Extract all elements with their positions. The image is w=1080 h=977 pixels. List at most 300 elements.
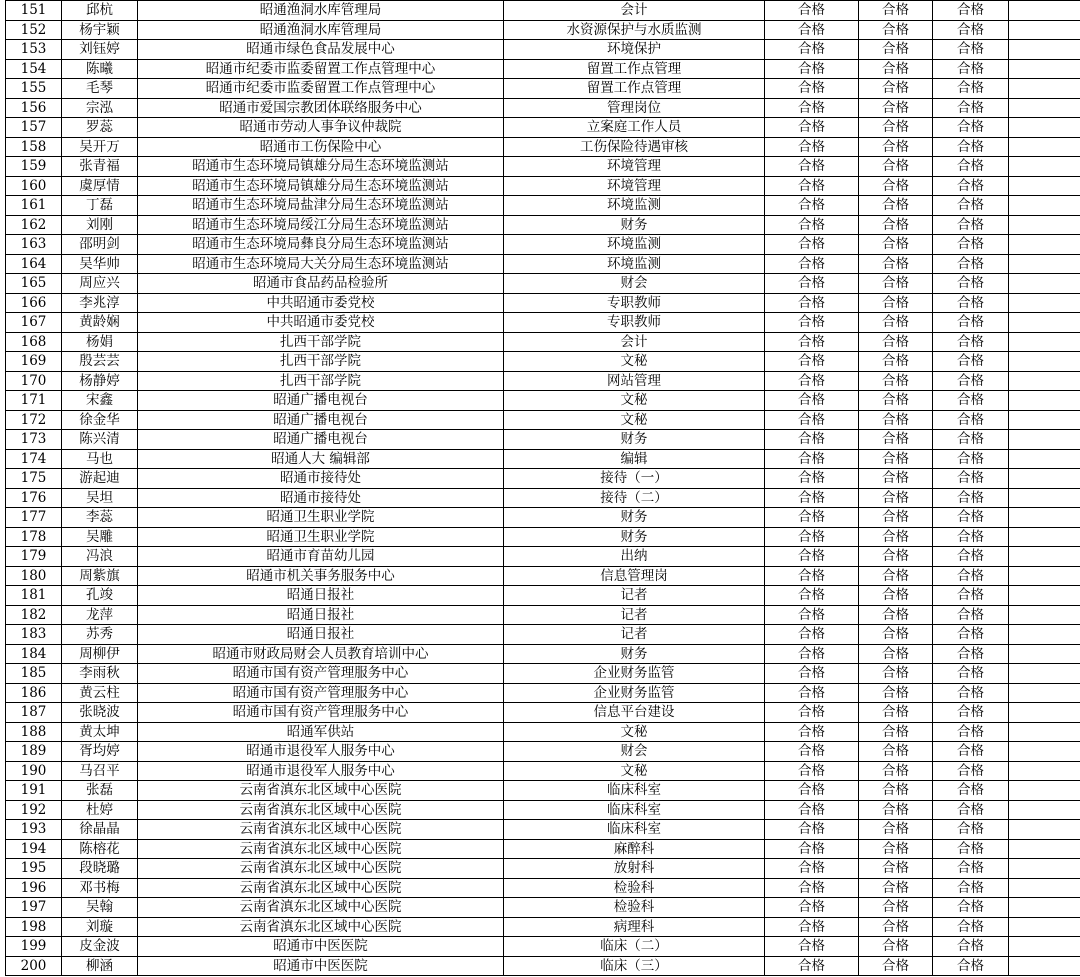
empty-cell [1009,215,1080,235]
result-3-cell: 合格 [933,761,1009,781]
table-row [6,157,1080,177]
name-cell: 吴开万 [62,137,138,157]
name-cell: 马也 [62,449,138,469]
result-1-cell: 合格 [765,157,859,177]
table-row [6,605,1080,625]
result-3-cell: 合格 [933,430,1009,450]
position-cell: 水资源保护与水质监测 [504,20,765,40]
result-3-cell: 合格 [933,410,1009,430]
row-number-cell: 160 [6,176,62,196]
table-row [6,371,1080,391]
row-number-cell: 187 [6,703,62,723]
result-2-cell: 合格 [859,293,933,313]
result-2-cell: 合格 [859,761,933,781]
result-3-cell: 合格 [933,59,1009,79]
result-3-cell: 合格 [933,98,1009,118]
result-1-cell: 合格 [765,683,859,703]
position-cell: 病理科 [504,917,765,937]
position-cell: 环境管理 [504,176,765,196]
unit-cell: 昭通市食品药品检验所 [138,274,504,294]
unit-cell: 昭通市纪委市监委留置工作点管理中心 [138,79,504,99]
result-1-cell: 合格 [765,40,859,60]
result-2-cell: 合格 [859,800,933,820]
table-row [6,956,1080,976]
result-2-cell: 合格 [859,664,933,684]
table-row [6,839,1080,859]
row-number-cell: 194 [6,839,62,859]
empty-cell [1009,800,1080,820]
name-cell: 陈曦 [62,59,138,79]
table-row [6,235,1080,255]
position-cell: 企业财务监管 [504,683,765,703]
row-number-cell: 182 [6,605,62,625]
table-row [6,820,1080,840]
table-row [6,215,1080,235]
unit-cell: 昭通市育苗幼儿园 [138,547,504,567]
result-3-cell: 合格 [933,644,1009,664]
name-cell: 殷芸芸 [62,352,138,372]
empty-cell [1009,586,1080,606]
position-cell: 财务 [504,430,765,450]
result-3-cell: 合格 [933,488,1009,508]
result-3-cell: 合格 [933,313,1009,333]
unit-cell: 云南省滇东北区域中心医院 [138,781,504,801]
position-cell: 财会 [504,742,765,762]
empty-cell [1009,40,1080,60]
row-number-cell: 189 [6,742,62,762]
row-number-cell: 151 [6,1,62,21]
position-cell: 工伤保险待遇审核 [504,137,765,157]
unit-cell: 昭通市国有资产管理服务中心 [138,683,504,703]
position-cell: 会计 [504,332,765,352]
result-1-cell: 合格 [765,391,859,411]
unit-cell: 中共昭通市委党校 [138,293,504,313]
results-table [5,0,1080,976]
result-2-cell: 合格 [859,898,933,918]
table-row [6,1,1080,21]
table-row [6,937,1080,957]
unit-cell: 昭通渔洞水库管理局 [138,20,504,40]
unit-cell: 云南省滇东北区域中心医院 [138,800,504,820]
result-2-cell: 合格 [859,742,933,762]
name-cell: 周紫旗 [62,566,138,586]
result-3-cell: 合格 [933,683,1009,703]
row-number-cell: 162 [6,215,62,235]
result-3-cell: 合格 [933,898,1009,918]
unit-cell: 昭通卫生职业学院 [138,527,504,547]
table-row [6,547,1080,567]
unit-cell: 昭通日报社 [138,625,504,645]
result-2-cell: 合格 [859,605,933,625]
position-cell: 留置工作点管理 [504,59,765,79]
table-row [6,118,1080,138]
table-row [6,917,1080,937]
empty-cell [1009,176,1080,196]
empty-cell [1009,274,1080,294]
table-row [6,703,1080,723]
empty-cell [1009,839,1080,859]
empty-cell [1009,547,1080,567]
result-2-cell: 合格 [859,781,933,801]
position-cell: 放射科 [504,859,765,879]
position-cell: 环境监测 [504,235,765,255]
result-3-cell: 合格 [933,274,1009,294]
result-3-cell: 合格 [933,703,1009,723]
result-2-cell: 合格 [859,527,933,547]
result-3-cell: 合格 [933,566,1009,586]
table-row [6,137,1080,157]
result-1-cell: 合格 [765,703,859,723]
name-cell: 刘钰婷 [62,40,138,60]
result-1-cell: 合格 [765,878,859,898]
result-1-cell: 合格 [765,820,859,840]
position-cell: 记者 [504,625,765,645]
row-number-cell: 193 [6,820,62,840]
unit-cell: 昭通市机关事务服务中心 [138,566,504,586]
result-2-cell: 合格 [859,98,933,118]
unit-cell: 昭通广播电视台 [138,410,504,430]
row-number-cell: 192 [6,800,62,820]
empty-cell [1009,488,1080,508]
position-cell: 环境监测 [504,196,765,216]
result-1-cell: 合格 [765,98,859,118]
position-cell: 文秘 [504,352,765,372]
result-1-cell: 合格 [765,1,859,21]
empty-cell [1009,371,1080,391]
table-row [6,98,1080,118]
table-row [6,352,1080,372]
result-1-cell: 合格 [765,118,859,138]
empty-cell [1009,410,1080,430]
empty-cell [1009,118,1080,138]
name-cell: 周柳伊 [62,644,138,664]
row-number-cell: 199 [6,937,62,957]
name-cell: 刘刚 [62,215,138,235]
name-cell: 邱杭 [62,1,138,21]
table-row [6,586,1080,606]
unit-cell: 昭通渔洞水库管理局 [138,1,504,21]
result-3-cell: 合格 [933,605,1009,625]
result-3-cell: 合格 [933,391,1009,411]
unit-cell: 昭通市中医医院 [138,937,504,957]
result-1-cell: 合格 [765,410,859,430]
name-cell: 虞厚情 [62,176,138,196]
unit-cell: 昭通市退役军人服务中心 [138,742,504,762]
result-1-cell: 合格 [765,59,859,79]
result-1-cell: 合格 [765,644,859,664]
empty-cell [1009,683,1080,703]
position-cell: 文秘 [504,391,765,411]
result-2-cell: 合格 [859,859,933,879]
result-3-cell: 合格 [933,352,1009,372]
row-number-cell: 185 [6,664,62,684]
result-2-cell: 合格 [859,722,933,742]
row-number-cell: 180 [6,566,62,586]
result-3-cell: 合格 [933,1,1009,21]
empty-cell [1009,722,1080,742]
result-2-cell: 合格 [859,508,933,528]
row-number-cell: 157 [6,118,62,138]
result-2-cell: 合格 [859,449,933,469]
table-row [6,40,1080,60]
table-row [6,332,1080,352]
result-1-cell: 合格 [765,508,859,528]
position-cell: 环境管理 [504,157,765,177]
result-3-cell: 合格 [933,79,1009,99]
position-cell: 信息平台建设 [504,703,765,723]
result-3-cell: 合格 [933,196,1009,216]
name-cell: 孔竣 [62,586,138,606]
result-2-cell: 合格 [859,937,933,957]
name-cell: 吴雕 [62,527,138,547]
unit-cell: 昭通市国有资产管理服务中心 [138,703,504,723]
unit-cell: 昭通市纪委市监委留置工作点管理中心 [138,59,504,79]
table-row [6,430,1080,450]
result-3-cell: 合格 [933,508,1009,528]
result-2-cell: 合格 [859,488,933,508]
result-1-cell: 合格 [765,781,859,801]
empty-cell [1009,98,1080,118]
result-2-cell: 合格 [859,1,933,21]
name-cell: 黄太坤 [62,722,138,742]
name-cell: 陈兴清 [62,430,138,450]
result-3-cell: 合格 [933,722,1009,742]
empty-cell [1009,820,1080,840]
result-3-cell: 合格 [933,859,1009,879]
empty-cell [1009,508,1080,528]
result-3-cell: 合格 [933,781,1009,801]
name-cell: 陈榕花 [62,839,138,859]
unit-cell: 昭通广播电视台 [138,391,504,411]
result-3-cell: 合格 [933,527,1009,547]
result-1-cell: 合格 [765,761,859,781]
result-2-cell: 合格 [859,254,933,274]
position-cell: 财会 [504,274,765,294]
result-1-cell: 合格 [765,917,859,937]
result-2-cell: 合格 [859,917,933,937]
unit-cell: 云南省滇东北区域中心医院 [138,820,504,840]
result-3-cell: 合格 [933,235,1009,255]
result-1-cell: 合格 [765,625,859,645]
row-number-cell: 155 [6,79,62,99]
result-3-cell: 合格 [933,586,1009,606]
position-cell: 临床科室 [504,781,765,801]
row-number-cell: 191 [6,781,62,801]
result-2-cell: 合格 [859,469,933,489]
table-row [6,781,1080,801]
empty-cell [1009,137,1080,157]
name-cell: 皮金波 [62,937,138,957]
empty-cell [1009,79,1080,99]
table-row [6,527,1080,547]
position-cell: 临床科室 [504,820,765,840]
position-cell: 网站管理 [504,371,765,391]
position-cell: 管理岗位 [504,98,765,118]
table-row [6,20,1080,40]
result-1-cell: 合格 [765,859,859,879]
unit-cell: 云南省滇东北区域中心医院 [138,917,504,937]
name-cell: 邵明剑 [62,235,138,255]
result-1-cell: 合格 [765,664,859,684]
result-3-cell: 合格 [933,332,1009,352]
result-3-cell: 合格 [933,547,1009,567]
result-2-cell: 合格 [859,40,933,60]
result-2-cell: 合格 [859,176,933,196]
row-number-cell: 178 [6,527,62,547]
empty-cell [1009,664,1080,684]
empty-cell [1009,430,1080,450]
result-3-cell: 合格 [933,176,1009,196]
result-1-cell: 合格 [765,176,859,196]
empty-cell [1009,254,1080,274]
row-number-cell: 166 [6,293,62,313]
unit-cell: 昭通市财政局财会人员教育培训中心 [138,644,504,664]
result-2-cell: 合格 [859,118,933,138]
row-number-cell: 172 [6,410,62,430]
row-number-cell: 168 [6,332,62,352]
table-row [6,878,1080,898]
name-cell: 宋鑫 [62,391,138,411]
table-row [6,469,1080,489]
result-3-cell: 合格 [933,800,1009,820]
table-row [6,722,1080,742]
name-cell: 宗泓 [62,98,138,118]
result-2-cell: 合格 [859,430,933,450]
result-2-cell: 合格 [859,683,933,703]
row-number-cell: 167 [6,313,62,333]
name-cell: 邓书梅 [62,878,138,898]
result-3-cell: 合格 [933,449,1009,469]
empty-cell [1009,566,1080,586]
unit-cell: 昭通市绿色食品发展中心 [138,40,504,60]
position-cell: 财务 [504,527,765,547]
result-3-cell: 合格 [933,215,1009,235]
unit-cell: 昭通市劳动人事争议仲裁院 [138,118,504,138]
position-cell: 临床（三） [504,956,765,976]
result-2-cell: 合格 [859,820,933,840]
empty-cell [1009,761,1080,781]
name-cell: 吴坦 [62,488,138,508]
row-number-cell: 177 [6,508,62,528]
name-cell: 胥均婷 [62,742,138,762]
result-1-cell: 合格 [765,293,859,313]
empty-cell [1009,313,1080,333]
result-3-cell: 合格 [933,137,1009,157]
name-cell: 张晓波 [62,703,138,723]
result-1-cell: 合格 [765,566,859,586]
empty-cell [1009,917,1080,937]
result-2-cell: 合格 [859,956,933,976]
empty-cell [1009,625,1080,645]
result-1-cell: 合格 [765,332,859,352]
position-cell: 财务 [504,508,765,528]
row-number-cell: 161 [6,196,62,216]
unit-cell: 中共昭通市委党校 [138,313,504,333]
empty-cell [1009,196,1080,216]
result-2-cell: 合格 [859,332,933,352]
name-cell: 张磊 [62,781,138,801]
table-row [6,176,1080,196]
position-cell: 文秘 [504,722,765,742]
row-number-cell: 164 [6,254,62,274]
name-cell: 周应兴 [62,274,138,294]
position-cell: 检验科 [504,898,765,918]
result-3-cell: 合格 [933,625,1009,645]
result-2-cell: 合格 [859,137,933,157]
name-cell: 游起迪 [62,469,138,489]
empty-cell [1009,527,1080,547]
position-cell: 麻醉科 [504,839,765,859]
table-row [6,410,1080,430]
table-row [6,683,1080,703]
name-cell: 冯浪 [62,547,138,567]
result-1-cell: 合格 [765,313,859,333]
name-cell: 杜婷 [62,800,138,820]
row-number-cell: 200 [6,956,62,976]
row-number-cell: 158 [6,137,62,157]
position-cell: 临床（二） [504,937,765,957]
result-3-cell: 合格 [933,917,1009,937]
row-number-cell: 156 [6,98,62,118]
name-cell: 张青福 [62,157,138,177]
result-3-cell: 合格 [933,664,1009,684]
table-row [6,664,1080,684]
empty-cell [1009,781,1080,801]
position-cell: 编辑 [504,449,765,469]
name-cell: 李雨秋 [62,664,138,684]
result-2-cell: 合格 [859,59,933,79]
table-row [6,391,1080,411]
name-cell: 苏秀 [62,625,138,645]
results-table-body [6,1,1080,976]
result-3-cell: 合格 [933,40,1009,60]
result-2-cell: 合格 [859,547,933,567]
position-cell: 出纳 [504,547,765,567]
empty-cell [1009,742,1080,762]
result-2-cell: 合格 [859,20,933,40]
result-1-cell: 合格 [765,430,859,450]
table-row [6,79,1080,99]
result-3-cell: 合格 [933,820,1009,840]
row-number-cell: 176 [6,488,62,508]
position-cell: 记者 [504,605,765,625]
unit-cell: 昭通人大 编辑部 [138,449,504,469]
table-row [6,293,1080,313]
result-2-cell: 合格 [859,644,933,664]
empty-cell [1009,352,1080,372]
empty-cell [1009,157,1080,177]
table-row [6,59,1080,79]
result-3-cell: 合格 [933,839,1009,859]
empty-cell [1009,878,1080,898]
position-cell: 财务 [504,644,765,664]
result-2-cell: 合格 [859,371,933,391]
unit-cell: 昭通军供站 [138,722,504,742]
table-row [6,644,1080,664]
empty-cell [1009,956,1080,976]
result-2-cell: 合格 [859,196,933,216]
result-2-cell: 合格 [859,566,933,586]
unit-cell: 扎西干部学院 [138,352,504,372]
table-row [6,449,1080,469]
result-1-cell: 合格 [765,274,859,294]
name-cell: 杨娟 [62,332,138,352]
name-cell: 刘璇 [62,917,138,937]
position-cell: 信息管理岗 [504,566,765,586]
unit-cell: 昭通市接待处 [138,469,504,489]
unit-cell: 云南省滇东北区域中心医院 [138,898,504,918]
table-row [6,254,1080,274]
